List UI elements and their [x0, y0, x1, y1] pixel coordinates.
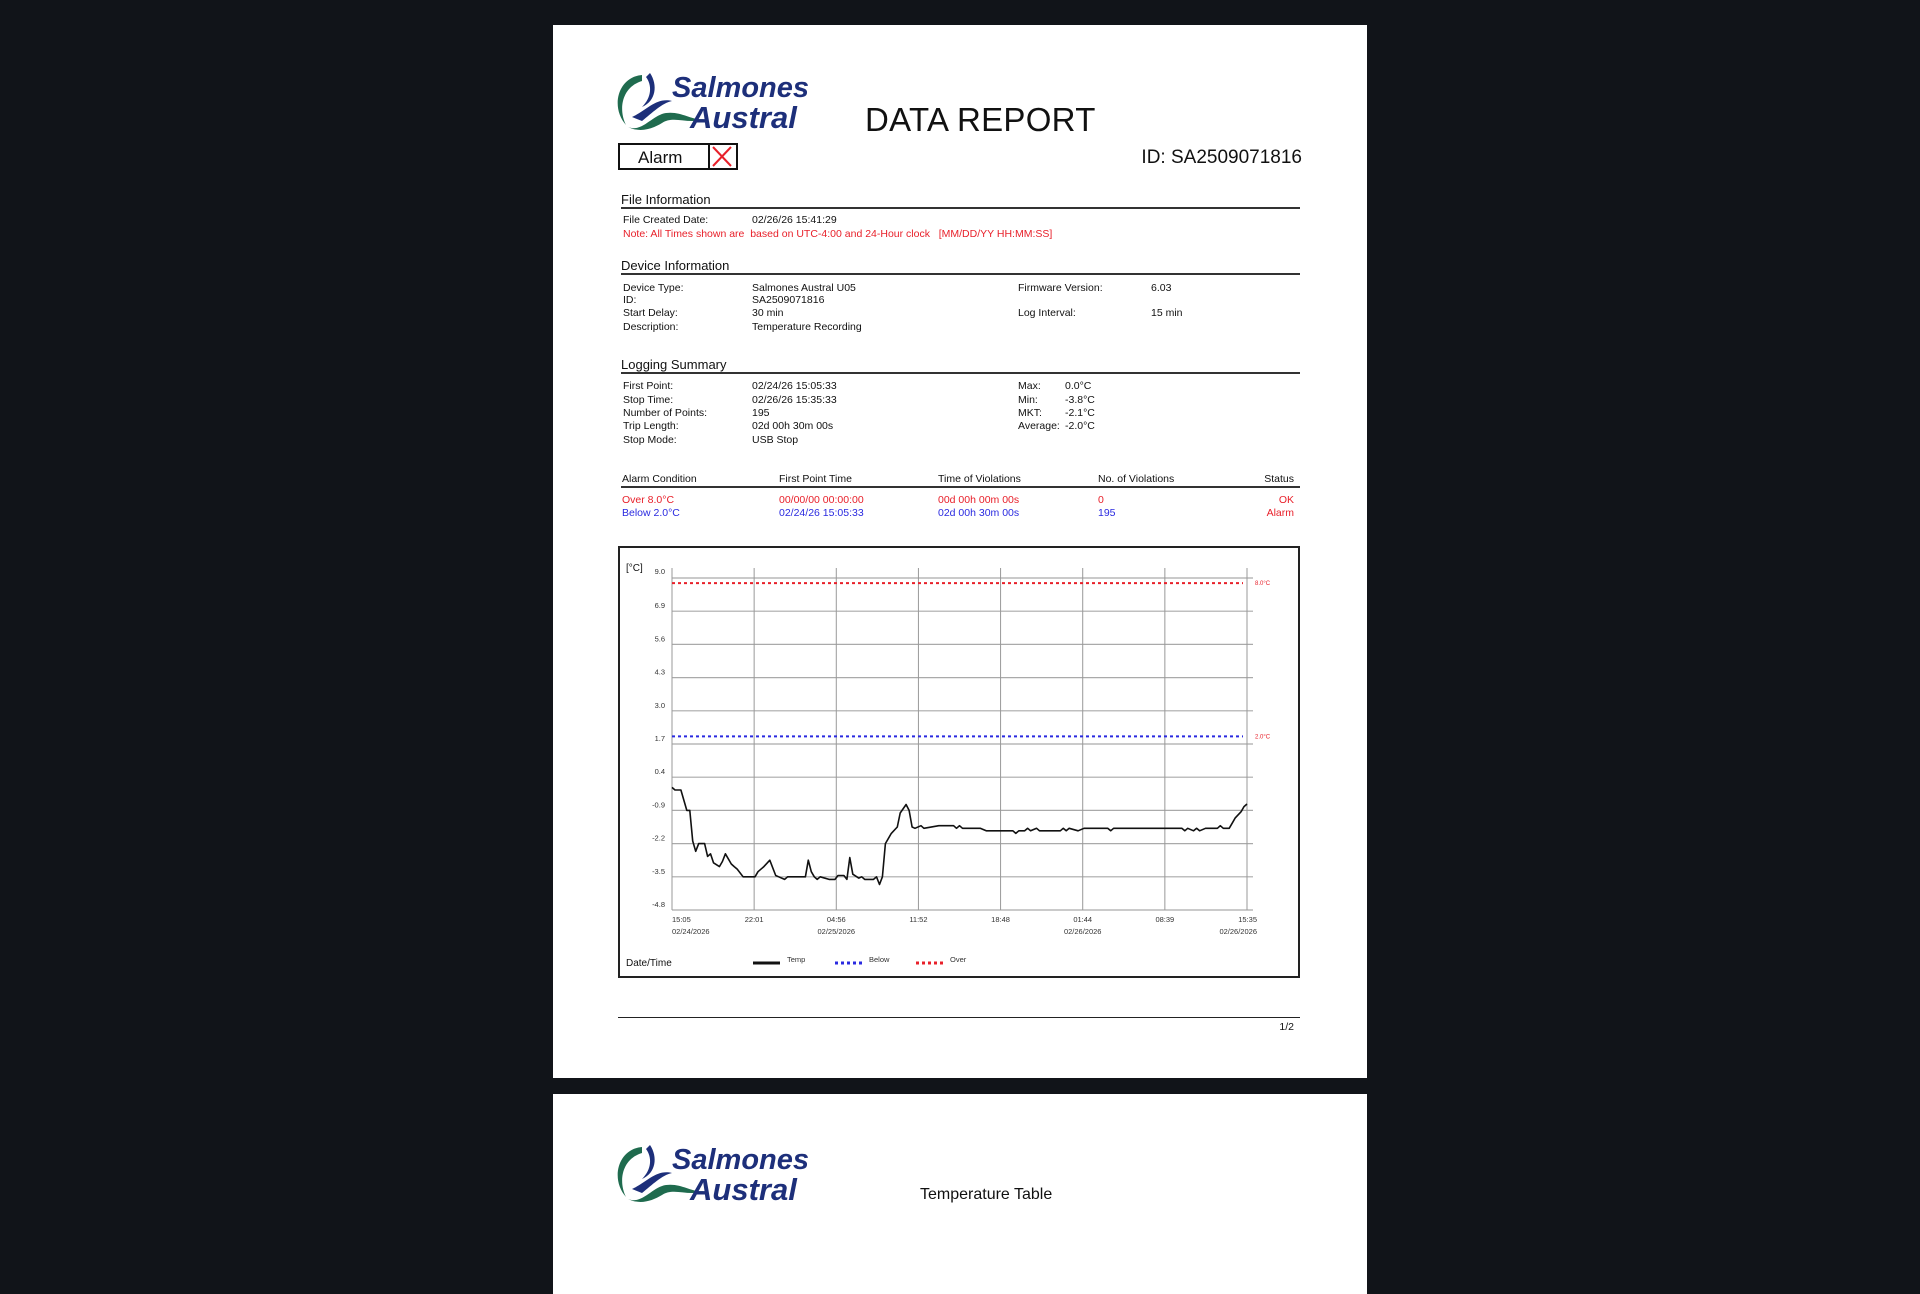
stat-label: Max:	[1018, 380, 1041, 392]
summary-field-label: Stop Mode:	[623, 434, 677, 446]
report-title: DATA REPORT	[865, 101, 1096, 138]
device-field-value: 15 min	[1151, 307, 1183, 319]
device-field-label: Device Type:	[623, 282, 684, 294]
y-tick-label: 6.9	[654, 601, 665, 611]
y-tick-label: -0.9	[652, 800, 665, 810]
x-tick-time: 11:52	[909, 915, 928, 924]
stat-value: -2.0°C	[1065, 420, 1095, 432]
file-created-label: File Created Date:	[623, 214, 709, 226]
y-tick-label: 1.7	[654, 734, 665, 743]
alarm-status-badge	[618, 143, 738, 170]
logo-line-1: Salmones	[672, 72, 809, 104]
divider	[621, 273, 1300, 275]
divider	[621, 486, 1300, 488]
y-axis-label: [°C]	[626, 563, 643, 574]
report-page-1	[553, 25, 1367, 1078]
device-field-value: 30 min	[752, 307, 784, 319]
alarm-table-cell: Below 2.0°C	[622, 507, 680, 519]
x-tick-date: 02/26/2026	[1063, 927, 1102, 936]
alarm-table-cell: 195	[1098, 507, 1116, 519]
stat-label: Average:	[1018, 420, 1060, 432]
legend-label: Over	[950, 955, 967, 964]
alarm-table-header: Time of Violations	[938, 473, 1021, 485]
summary-field-value: 195	[752, 407, 770, 419]
y-tick-label: 3.0	[654, 700, 665, 710]
alarm-table-cell: 02/24/26 15:05:33	[779, 507, 864, 519]
divider	[621, 372, 1300, 374]
device-field-value: 6.03	[1151, 282, 1172, 294]
x-tick-time: 22:01	[744, 915, 764, 924]
alarm-table-cell: 00/00/00 00:00:00	[779, 494, 864, 506]
y-tick-label: 4.3	[654, 667, 665, 677]
device-field-label: Description:	[623, 321, 679, 333]
chart-canvas	[618, 546, 1300, 978]
logging-summary-heading: Logging Summary	[621, 357, 727, 372]
alarm-table-header: First Point Time	[779, 473, 852, 485]
x-tick-date: 02/24/2026	[672, 927, 710, 936]
divider	[621, 207, 1300, 209]
stat-value: 0.0°C	[1065, 380, 1092, 392]
logo-line-1: Salmones	[672, 1144, 809, 1176]
device-field-label: Log Interval:	[1018, 307, 1076, 319]
alarm-status: OK	[1278, 494, 1294, 506]
x-tick-time: 15:05	[672, 915, 691, 924]
x-tick-date: 02/26/2026	[1219, 927, 1257, 936]
summary-field-value: 02/26/26 15:35:33	[752, 394, 837, 406]
temperature-table-heading: Temperature Table	[920, 1186, 1053, 1203]
file-created-value: 02/26/26 15:41:29	[752, 214, 837, 226]
logo-line-2: Austral	[690, 1172, 797, 1205]
stat-label: MKT:	[1018, 407, 1042, 419]
device-field-label: ID:	[623, 294, 637, 306]
y-tick-label: 0.4	[654, 767, 665, 777]
alarm-table-cell: 0	[1098, 494, 1104, 506]
device-field-label: Start Delay:	[623, 307, 678, 319]
stat-value: -2.1°C	[1065, 407, 1095, 419]
footer-divider	[618, 1017, 1300, 1018]
summary-field-label: Trip Length:	[623, 420, 679, 432]
x-tick-time: 18:48	[991, 915, 1010, 924]
device-field-value: SA2509071816	[752, 294, 825, 306]
salmones-austral-logo	[612, 1139, 812, 1205]
x-tick-time: 08:39	[1155, 915, 1175, 924]
alarm-table-header: No. of Violations	[1098, 473, 1175, 485]
x-axis-label: Date/Time	[626, 958, 672, 969]
alarm-table-cell: 00d 00h 00m 00s	[938, 494, 1020, 506]
summary-field-value: 02/24/26 15:05:33	[752, 380, 837, 392]
x-tick-time: 15:35	[1238, 915, 1257, 924]
device-field-value: Salmones Austral U05	[752, 282, 856, 294]
alarm-status: Alarm	[1266, 507, 1294, 519]
device-field-value: Temperature Recording	[752, 321, 862, 333]
logo-line-2: Austral	[690, 100, 797, 133]
timezone-note: Note: All Times shown are based on UTC-4:00 and 24-Hour clock [MM/DD/YY HH:MM:SS]	[623, 228, 1053, 240]
alarm-table-header: Status	[1264, 473, 1294, 485]
temperature-chart	[618, 546, 1300, 978]
salmones-austral-logo	[612, 67, 812, 133]
y-tick-label: -4.8	[652, 900, 665, 909]
page-number: 1/2	[1279, 1021, 1294, 1033]
threshold-label: 8.0°C	[1255, 581, 1271, 588]
alarm-table-header: Alarm Condition	[622, 473, 697, 485]
device-field-label: Firmware Version:	[1018, 282, 1103, 294]
threshold-label: 2.0°C	[1255, 734, 1271, 741]
red-x-icon	[708, 145, 736, 168]
y-tick-label: 5.6	[654, 634, 665, 644]
alarm-table-cell: Over 8.0°C	[622, 494, 675, 506]
summary-field-label: Number of Points:	[623, 407, 708, 419]
device-info-heading: Device Information	[621, 258, 730, 273]
y-tick-label: -2.2	[652, 833, 665, 843]
summary-field-value: USB Stop	[752, 434, 799, 446]
stat-value: -3.8°C	[1065, 394, 1095, 406]
alarm-label: Alarm	[638, 148, 683, 167]
legend-label: Temp	[787, 955, 806, 964]
summary-field-value: 02d 00h 30m 00s	[752, 420, 834, 432]
temp-series-line	[672, 787, 1247, 884]
summary-field-label: Stop Time:	[623, 394, 674, 406]
x-tick-time: 04:56	[826, 915, 846, 924]
summary-field-label: First Point:	[623, 380, 674, 392]
y-tick-label: 9.0	[654, 567, 665, 576]
alarm-table-cell: 02d 00h 30m 00s	[938, 507, 1020, 519]
y-tick-label: -3.5	[652, 866, 665, 876]
x-tick-date: 02/25/2026	[817, 927, 856, 936]
x-tick-time: 01:44	[1073, 915, 1093, 924]
file-info-heading: File Information	[621, 192, 711, 207]
legend-label: Below	[869, 955, 890, 964]
stat-label: Min:	[1018, 394, 1038, 406]
device-id-header: ID: SA2509071816	[1141, 147, 1302, 168]
report-page-2	[553, 1094, 1367, 1294]
